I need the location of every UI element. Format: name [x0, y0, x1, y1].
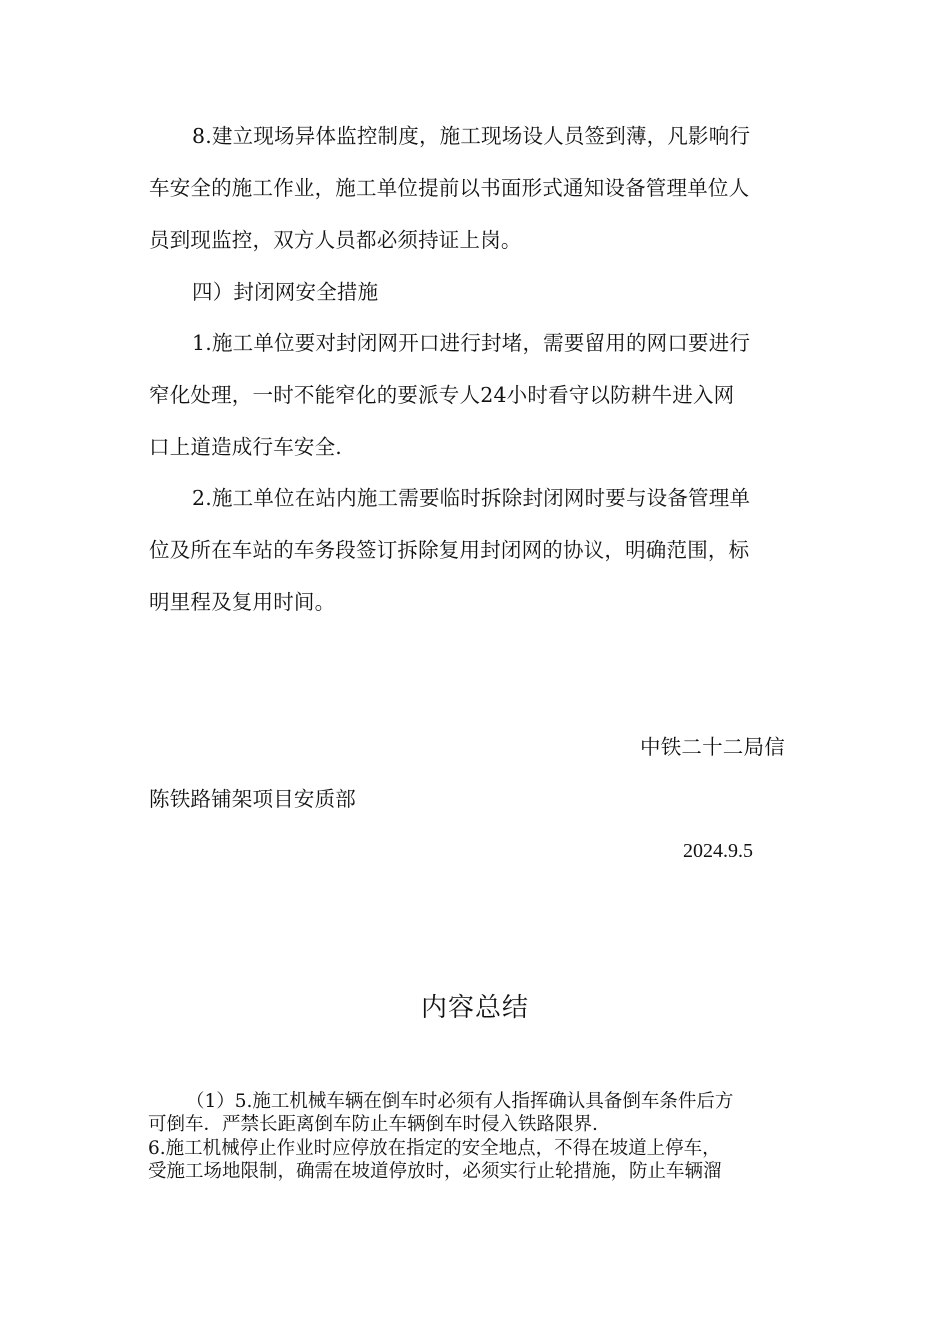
- summary-line: （1）5.施工机械车辆在倒车时必须有人指挥确认具备倒车条件后方: [186, 1091, 734, 1112]
- paragraph-line: 位及所在车站的车务段签订拆除复用封闭网的协议，明确范围，标: [149, 538, 750, 562]
- paragraph-line: 明里程及复用时间。: [149, 590, 336, 614]
- paragraph-line: 窄化处理，一时不能窄化的要派专人24小时看守以防耕牛进入网: [149, 383, 735, 407]
- section-heading: 四）封闭网安全措施: [192, 280, 379, 304]
- paragraph-line: 员到现监控，双方人员都必须持证上岗。: [149, 228, 522, 252]
- paragraph-line: 2.施工单位在站内施工需要临时拆除封闭网时要与设备管理单: [192, 486, 751, 510]
- paragraph-line: 口上道造成行车安全.: [149, 435, 343, 459]
- summary-line: 6.施工机械停止作业时应停放在指定的安全地点，不得在坡道上停车，: [148, 1138, 721, 1159]
- summary-line: 可倒车．严禁长距离倒车防止车辆倒车时侵入铁路限界.: [148, 1114, 598, 1135]
- paragraph-line: 车安全的施工作业，施工单位提前以书面形式通知设备管理单位人: [149, 176, 750, 200]
- summary-line: 受施工场地限制，确需在坡道停放时，必须实行止轮措施，防止车辆溜: [148, 1161, 722, 1182]
- signature-organization: 中铁二十二局信: [640, 735, 785, 759]
- signature-department: 陈铁路铺架项目安质部: [149, 787, 356, 811]
- summary-title: 内容总结: [420, 993, 529, 1023]
- paragraph-line: 1.施工单位要对封闭网开口进行封堵，需要留用的网口要进行: [192, 331, 751, 355]
- paragraph-line: 8.建立现场异体监控制度，施工现场设人员签到薄，凡影响行: [192, 124, 751, 148]
- signature-date: 2024.9.5: [683, 840, 753, 862]
